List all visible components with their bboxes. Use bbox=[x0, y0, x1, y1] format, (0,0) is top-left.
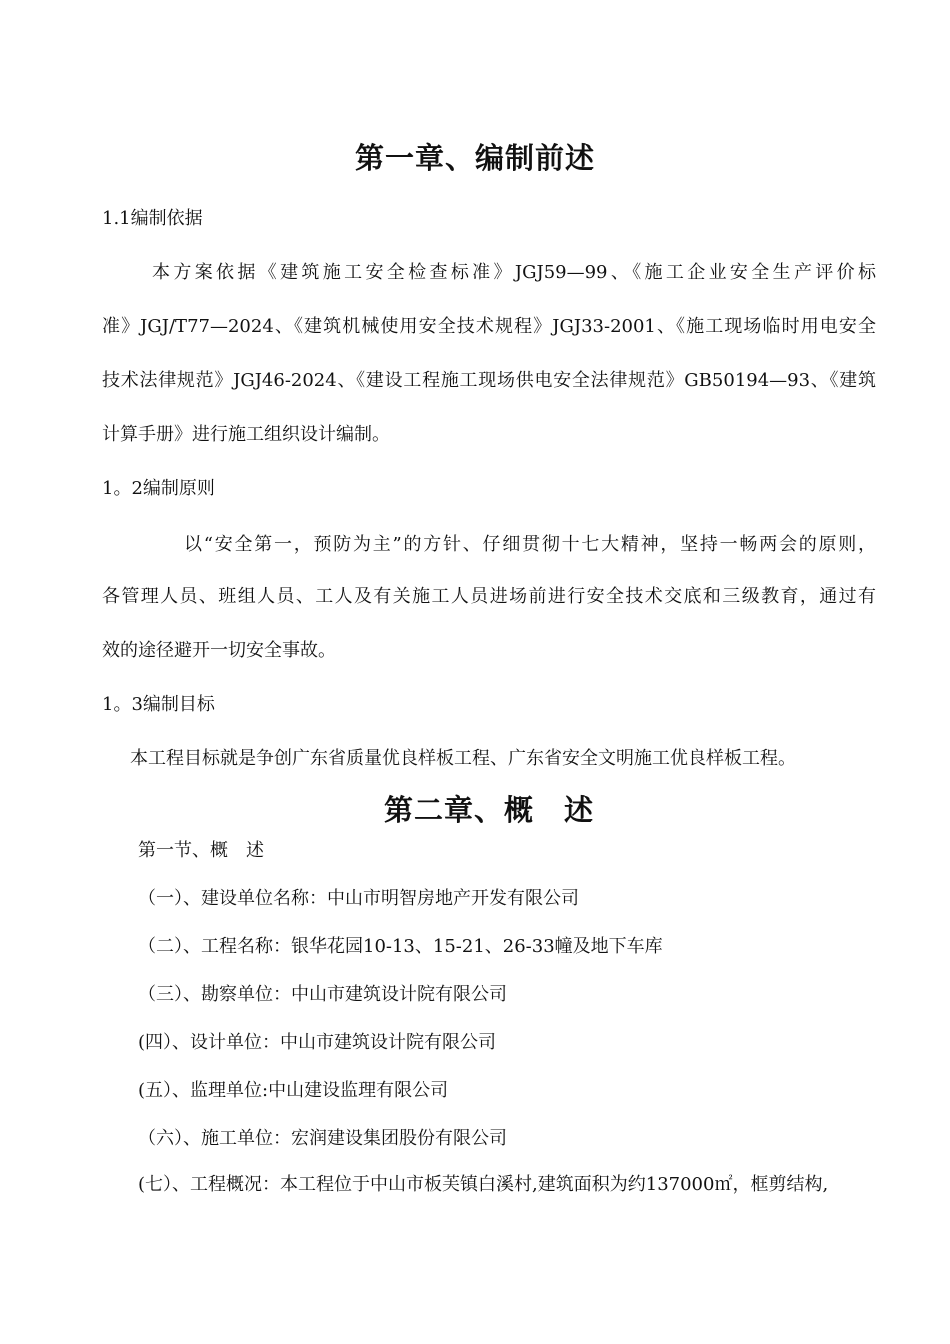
section-1-2-heading: 1。2编制原则 bbox=[102, 478, 215, 499]
basis-paragraph-line-2: 准》JGJ/T77—2024、《建筑机械使用安全技术规程》JGJ33-2001、《施工现场临时用电安全 bbox=[102, 316, 876, 337]
chapter-2-title: 第二章、概 述 bbox=[383, 793, 594, 827]
overview-item-4: (四）、设计单位：中山市建筑设计院有限公司 bbox=[138, 1032, 497, 1053]
target-paragraph: 本工程目标就是争创广东省质量优良样板工程、广东省安全文明施工优良样板工程。 bbox=[130, 748, 796, 769]
overview-item-3: （三）、勘察单位：中山市建筑设计院有限公司 bbox=[138, 984, 507, 1005]
principle-paragraph-line-2: 各管理人员、班组人员、工人及有关施工人员进场前进行安全技术交底和三级教育，通过有 bbox=[102, 586, 876, 607]
overview-item-2: （二）、工程名称：银华花园10-13、15-21、26-33幢及地下车库 bbox=[138, 936, 663, 957]
section-1-1-heading: 1.1编制依据 bbox=[102, 208, 203, 229]
section-2-1-title: 第一节、概 述 bbox=[138, 840, 264, 861]
overview-item-6: （六）、施工单位：宏润建设集团股份有限公司 bbox=[138, 1128, 507, 1149]
section-1-3-heading: 1。3编制目标 bbox=[102, 694, 215, 715]
overview-item-1: （一）、建设单位名称：中山市明智房地产开发有限公司 bbox=[138, 888, 579, 909]
overview-item-5: (五）、监理单位:中山建设监理有限公司 bbox=[138, 1080, 449, 1101]
principle-paragraph-line-1: 以“安全第一，预防为主”的方针、仔细贯彻十七大精神，坚持一畅两会的原则， bbox=[184, 534, 876, 555]
overview-item-7: (七）、工程概况：本工程位于中山市板芙镇白溪村,建筑面积为约137000㎡，框剪结构, bbox=[138, 1174, 829, 1195]
basis-paragraph-line-4: 计算手册》进行施工组织设计编制。 bbox=[102, 424, 390, 445]
basis-paragraph-line-1: 本方案依据《建筑施工安全检查标准》JGJ59—99、《施工企业安全生产评价标 bbox=[152, 262, 876, 283]
chapter-1-title: 第一章、编制前述 bbox=[354, 141, 595, 175]
basis-paragraph-line-3: 技术法律规范》JGJ46-2024、《建设工程施工现场供电安全法律规范》GB50194—93、《建筑 bbox=[102, 370, 876, 391]
principle-paragraph-line-3: 效的途径避开一切安全事故。 bbox=[102, 640, 336, 661]
